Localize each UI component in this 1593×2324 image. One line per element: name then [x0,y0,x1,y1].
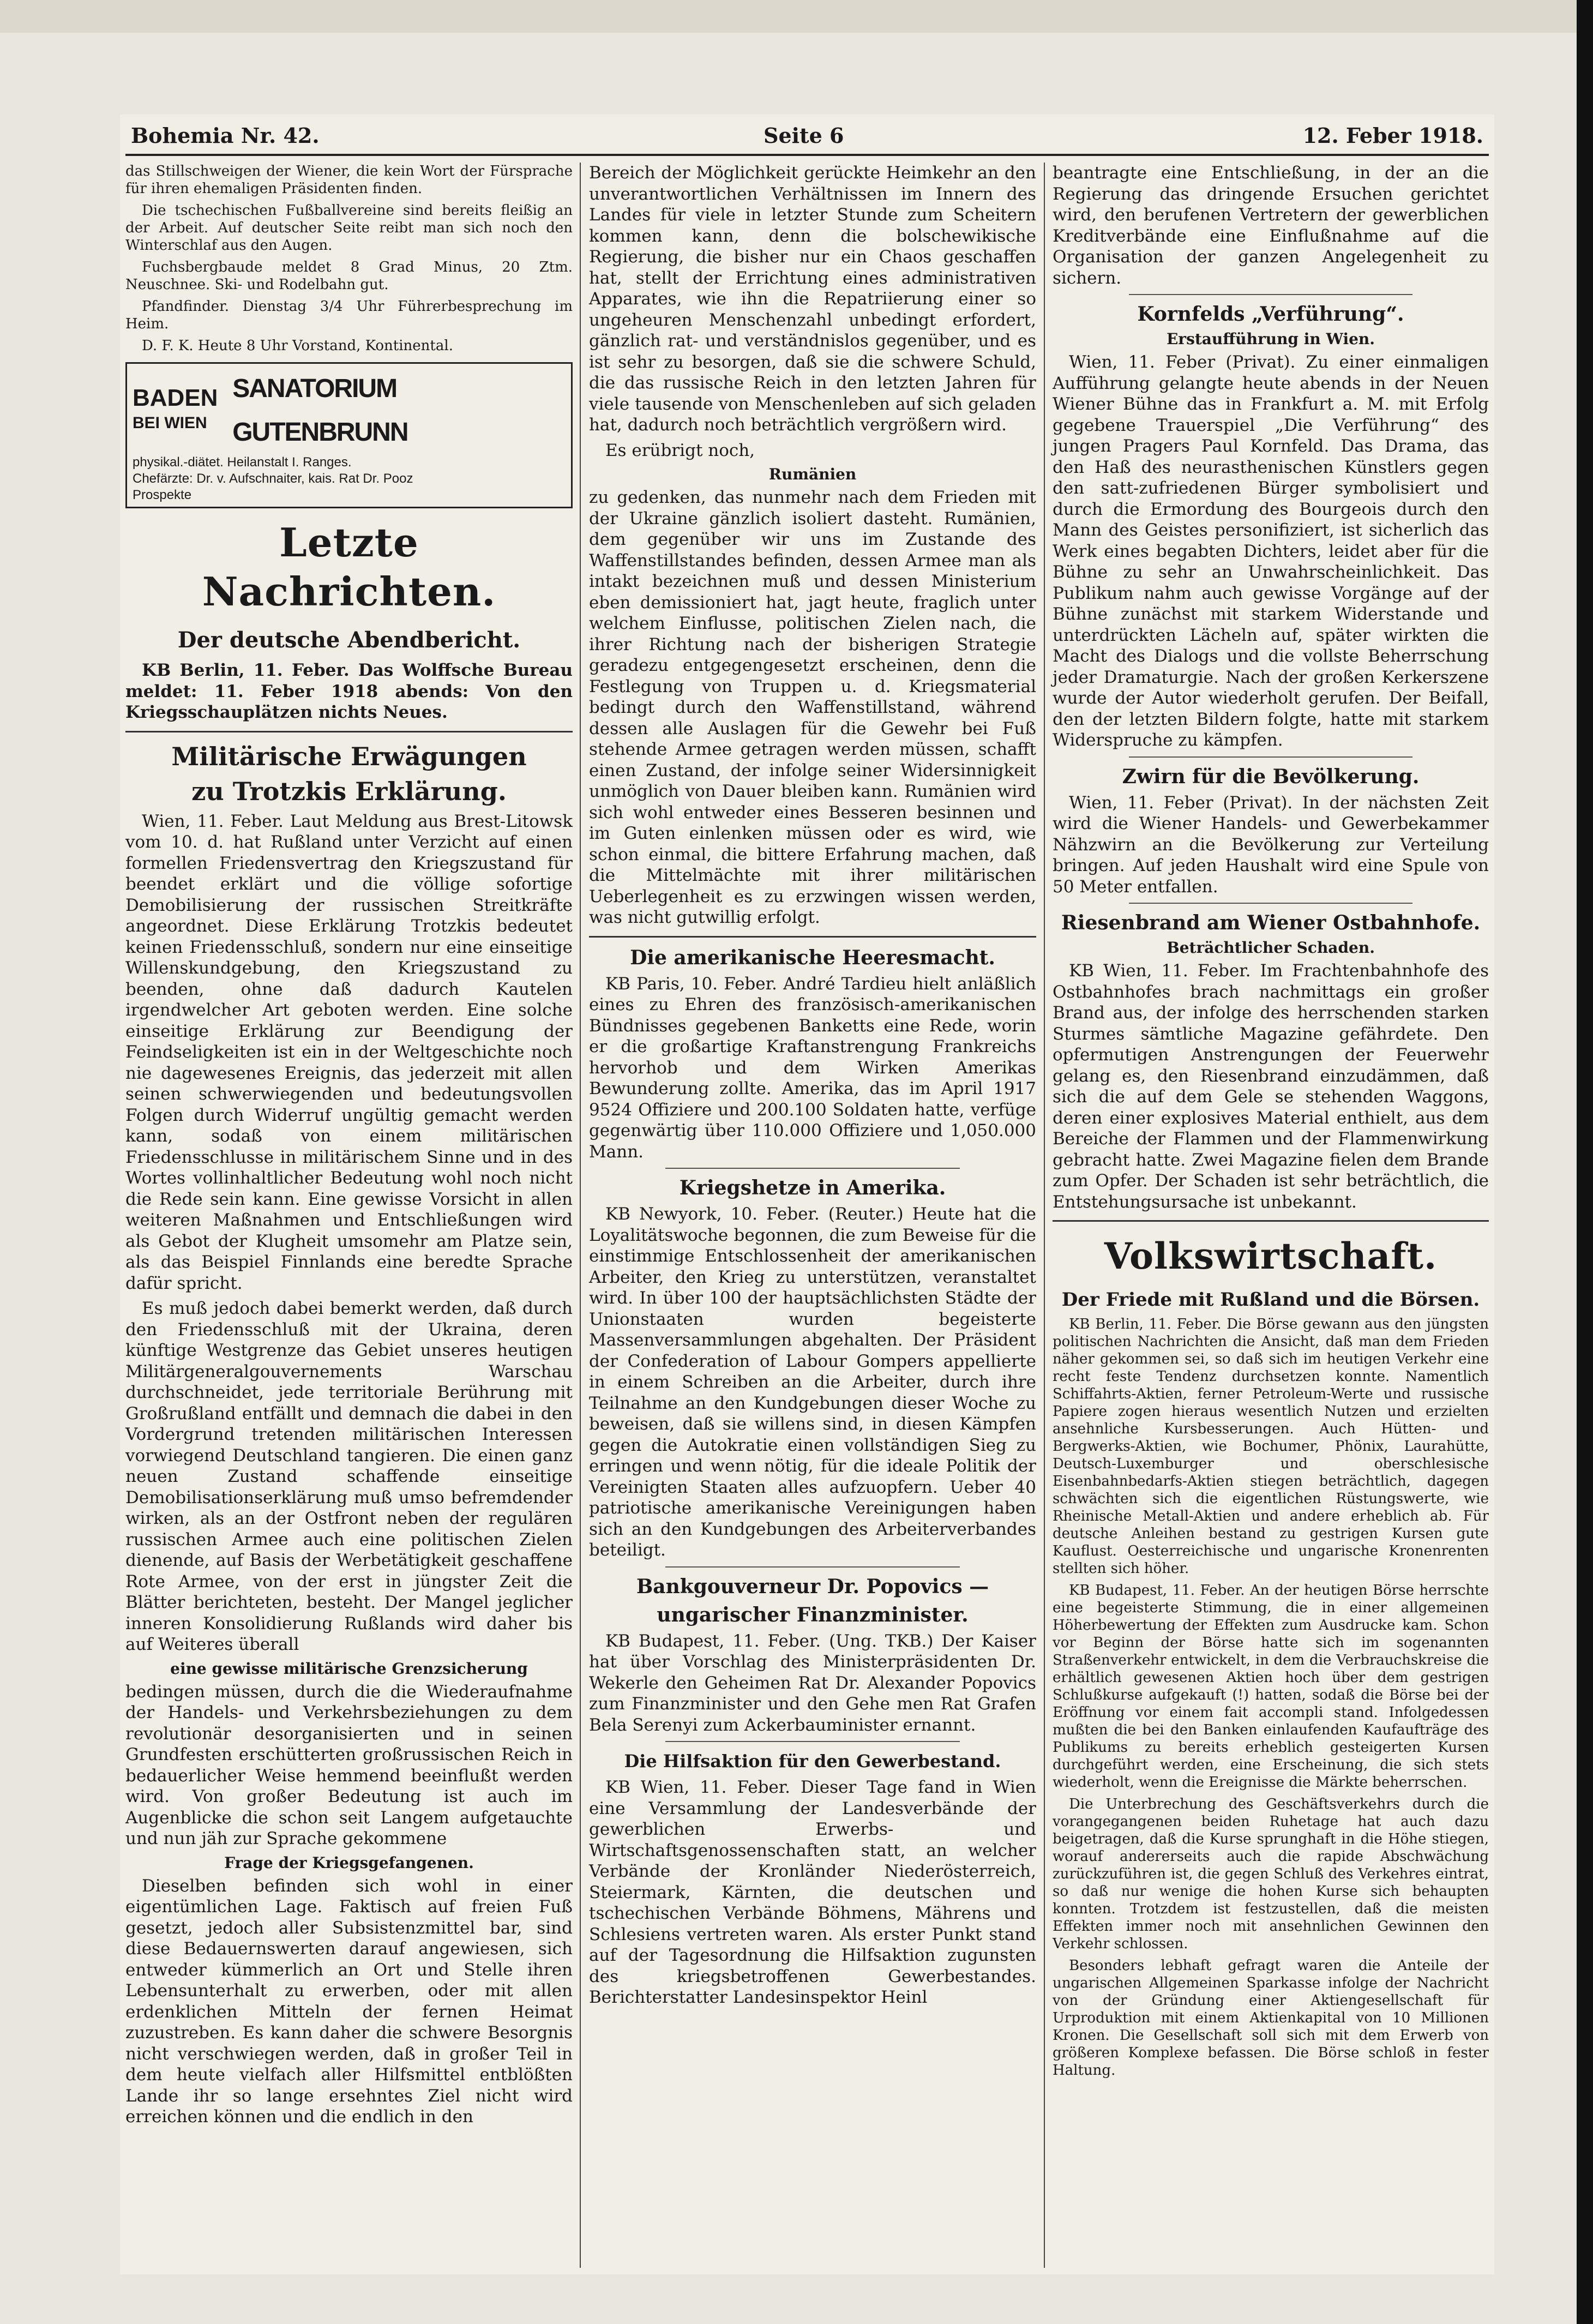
article-headline: Bankgouverneur Dr. Popovics — [636,1575,989,1598]
column-3 [1053,163,1489,2083]
article-headline: Kornfelds „Verführung“. [1137,303,1404,326]
sport-item: das Stillschweigen der Wiener, die kein Wort der Fürsprache für ihren ehemaligen Präsidenten finden. [125,163,573,197]
article-paragraph: Besonders lebhaft gefragt waren die Anteile der ungarischen Allgemeinen Sparkasse infolge der Nachricht von der Gründung einer Aktiengesellschaft für Urproduktion mit einem Aktienkapital von 10 Millionen Kronen. Die Gesellschaft soll sich mit dem Erwerb von größeren Komplexe befassen. Die Börse schloß in fester Haltung. [1053,1957,1489,2079]
column-1 [125,163,573,2132]
article-headline: Der Friede mit Rußland und die Börsen. [1061,1289,1480,1311]
article-paragraph: Dieselben befinden sich wohl in einer eigentümlichen Lage. Faktisch auf freien Fuß gesetzt, jedoch aller Subsistenzmittel bar, sind diese Bedauernswerten darauf angewiesen, sich entweder kümmerlich an Ort und Stelle ihren Lebensunterhalt zu erwerben, oder mit allen erdenklichen Mitteln der fernen Heimat zuzustreben. Es kann daher die schwere Besorgnis nicht verschwiegen werden, daß in großer Teil in dem heute vielfach aller Hilfsmittel entblößten Lande ihr so lange ersehntes Ziel nicht wird erreichen können und die endlich in den [125,1876,573,2127]
ad-doctors: Chefärzte: Dr. v. Aufschnaiter, kais. Rat Dr. Pooz [133,471,413,486]
article-paragraph: Wien, 11. Feber. Laut Meldung aus Brest-Litowsk vom 10. d. hat Rußland unter Verzicht auf einen formellen Friedensvertrag den Kriegszustand für beendet erklärt und die völlige sofortige Demobilisierung der russischen Streitkräfte angeordnet. Diese Erklärung Trotzkis bedeutet keinen Friedensschluß, sondern nur eine einseitige Willenskundgebung, den Kriegszustand zu beenden, ohne daß dadurch Kautelen irgendwelcher Art geboten werden. Eine solche einseitige Erklärung zur Beendigung der Feindseligkeiten ist ein in der Weltgeschichte noch nie dagewesenes Ereignis, das jederzeit mit allen seinen schwerwiegenden und bedeutungsvollen Folgen durch Widerruf ungültig gemacht werden kann, sodaß von einem militärischen Friedensschlusse in militärischem Sinne und in des Wortes vollinhaltlicher Bedeutung wohl noch nicht die Rede sein kann. Eine gewisse Vorsicht in allen weiteren Maßnahmen und Entschließungen wird als Gebot der Klugheit umsomehr am Platze sein, als das Beispiel Finnlands eine beredte Sprache dafür spricht. [125,811,573,1293]
article-headline: Militärische Erwägungen [171,741,527,771]
article-paragraph: Es muß jedoch dabei bemerkt werden, daß durch den Friedensschluß mit der Ukraina, deren künftige Westgrenze das Gebiet unseres heutigen Militärgeneralgouvernements Warschau durchschneidet, jede territoriale Berührung mit Großrußland entfällt und demnach die dabei in den Vordergrund tretenden militärischen Interessen vorwiegend Deutschland tangieren. Die einen ganz neuen Zustand schaffende einseitige Demobilisationserklärung muß umso befremdender wirken, als an der Ostfront neben der regulären russischen Armee auch eine politischen Zielen dienende, auf Basis der Werbetätigkeit geschaffene Rote Armee, von der erst in jüngster Zeit die Blätter berichteten, besteht. Der Mangel jeglicher inneren Konsolidierung Rußlands wird daher bis auf Weiteres überall [125,1299,573,1654]
divider [1129,294,1412,295]
article-paragraph: bedingen müssen, durch die die Wiederaufnahme der Handels- und Verkehrsbeziehungen zu dem revolutionär desorganisierten und in seinen Grundfesten erschütterten großrussischen Reich in bedauerlicher Weise hemmend beeinflußt werden wird. Von großer Bedeutung ist auch im Augenblicke die schon seit Langem aufgetauchte und nun jäh zur Sprache gekommene [125,1682,573,1848]
ad-location-city: BADEN [133,385,218,411]
article-subheading: Frage der Kriegsgefangenen. [224,1853,474,1872]
article-headline: Zwirn für die Bevölkerung. [1122,765,1420,788]
ad-location [133,386,232,436]
article-paragraph: KB Budapest, 11. Feber. (Ung. TKB.) Der Kaiser hat über Vorschlag des Ministerpräsidenten Dr. Wekerle den Geheimen Rat Dr. Alexander Popovics zum Finanzminister und den Gehe men Rat Grafen Bela Serenyi zum Ackerbauminister ernannt. [589,1631,1036,1735]
ad-sanatorium-name: SANATORIUM GUTENBRUNN [232,374,408,447]
article-paragraph: KB Budapest, 11. Feber. An der heutigen Börse herrschte eine begeisterte Stimmung, die in einer allgemeinen Höherbewertung der Effekten zum Ausdrucke kam. Schon vor Beginn der Börse hatte sich im sogenannten Straßenverkehr entwickelt, in dem die Verbrauchskreise die erhältlich gewesenen Aktien hoch über dem gestrigen Schlußkurse aufgekauft (!) hatten, sodaß die Börse bei der Eröffnung vor einem fait accompli stand. Infolgedessen mußten die bei den Banken einlaufenden Kaufaufträge des Publikums zu bereits erheblich gesteigerten Kursen durchgeführt werden, eine Erscheinung, die sich stets wiederholt, wenn die Ereignisse die Märkte beherrschen. [1053,1582,1489,1791]
article-paragraph: beantragte eine Entschließung, in der an die Regierung das dringende Ersuchen gerichtet wird, den berufenen Vertretern der gewerblichen Kreditverbände eine Einflußnahme auf die Organisation der ganzen Angelegenheit zu sichern. [1053,163,1489,288]
divider [589,936,1036,938]
column-rule [1044,163,1045,2268]
column-rule [580,163,581,2268]
sport-item: Fuchsbergbaude meldet 8 Grad Minus, 20 Ztm. Neuschnee. Ski- und Rodelbahn gut. [125,259,573,293]
article-paragraph: KB Wien, 11. Feber. Dieser Tage fand in Wien eine Versammlung der Landesverbände der gewerblichen Erwerbs- und Wirtschaftsgenossenschaften statt, an welcher Verbände der Kronländer Niederösterreich, Steiermark, Kärnten, die deutschen und tschechischen Verbände Böhmens, Mährens und Schlesiens vertreten waren. Als erster Punkt stand auf der Tagesordnung die Hilfsaktion zugunsten des kriegsbetroffenen Gewerbestandes. Berichterstatter Landesinspektor Heinl [589,1777,1036,2007]
article-paragraph: Bereich der Möglichkeit gerückte Heimkehr an den unverantwortlichen Verhältnissen im Innern des Landes für viele in letzter Stunde zum Scheitern kommen kann, denn die bolschewikische Regierung, die bisher nur ein Chaos geschaffen hat, stellt der Errichtung eines administrativen Apparates, wie ihn die Repatriierung einer so ungeheuren Menschenzahl unbedingt erfordert, gänzlich rat- und verständnislos gegenüber, und es ist sehr zu besorgen, daß sie die schwere Schuld, die das russische Reich in den letzten Jahren für viele tausende von Menschenleben auf sich geladen hat, dadurch noch beträchtlich vergrößern wird. [589,163,1036,435]
article-paragraph: KB Newyork, 10. Feber. (Reuter.) Heute hat die Loyalitätswoche begonnen, die zum Beweise für die einstimmige Entschlossenheit der amerikanischen Arbeiter, den Krieg zu unterstützen, veranstaltet wird. In über 100 der hauptsächlichsten Städte der Unionstaaten wurden begeisterte Massenversammlungen abgehalten. Der Präsident der Confederation of Labour Gompers appellierte in einem Schreiben an die Arbeiter, durch ihre Teilnahme an den Kundgebungen dieser Woche zu beweisen, daß sie willens sind, in diesen Kämpfen gegen die Autokratie einen vollständigen Sieg zu erringen und wenn nötig, für die ideale Politik der Vereinigten Staaten alles aufzuopfern. Ueber 40 patriotische amerikanische Vereinigungen haben sich an den Kundgebungen des Arbeiterverbandes beteiligt. [589,1204,1036,1560]
article-headline: Kriegshetze in Amerika. [679,1176,946,1199]
scan-spine [1577,0,1593,2324]
divider [125,731,573,732]
divider [1129,903,1412,904]
article-headline: Riesenbrand am Wiener Ostbahnhofe. [1061,911,1481,934]
section-title-latest-news: Letzte Nachrichten. [202,519,496,615]
scan-top-edge [0,0,1577,33]
article-headline: zu Trotzkis Erklärung. [191,776,507,806]
article-subheading: eine gewisse militärische Grenzsicherung [170,1659,528,1678]
article-paragraph: KB Wien, 11. Feber. Im Frachtenbahnhofe des Ostbahnhofes brach nachmittags ein großer Brand aus, der infolge des herrschenden starken Sturmes sämtliche Magazine gefährdete. Den opfermutigen Anstrengungen der Feuerwehr gelang es, den Riesenbrand einzudämmen, daß sich die auf dem Gele se stehenden Waggons, deren einer explosives Material enthielt, aus dem Bereiche der Flammen und der Flammenwirkung gebracht hatte. Zwei Magazine fielen dem Brande zum Opfer. Der Schaden ist sehr beträchtlich, die Entstehungsursache ist unbekannt. [1053,961,1489,1212]
column-2 [589,163,1036,2013]
sport-item: Pfandfinder. Dienstag 3/4 Uhr Führerbesprechung im Heim. [125,298,573,332]
article-headline: Der deutsche Abendbericht. [177,627,521,653]
article-paragraph: Die Unterbrechung des Geschäftsverkehrs durch die vorangegangenen beiden Ruhetage hat auch dazu beigetragen, daß die Kurse sprunghaft in die Höhe stiegen, worauf andererseits auch die rapide Abschwächung zurückzuführen ist, die gegen Schluß des Verkehres eintrat, so daß nur wenige die hohen Kurse sich behaupten konnten. Trotzdem ist festzustellen, daß die meisten Effekten immer noch mit ansehnlichen Gewinnen den Verkehr schlossen. [1053,1796,1489,1952]
page-header [120,123,1494,156]
ad-location-region: BEI WIEN [133,414,207,432]
article-subheading: Beträchtlicher Schaden. [1167,939,1375,957]
article-paragraph: Wien, 11. Feber (Privat). In der nächsten Zeit wird die Wiener Handels- und Gewerbekammer Nähzwirn an die Bevölkerung zur Verteilung bringen. Auf jeden Haushalt wird eine Spule von 50 Meter entfallen. [1053,792,1489,897]
section-title-economy: Volkswirtschaft. [1104,1235,1438,1277]
divider [1053,1220,1489,1222]
header-rule [125,154,1489,156]
article-subheading: Erstaufführung in Wien. [1166,330,1375,348]
header-page-number: Seite 6 [764,123,844,148]
ad-description: physikal.-diätet. Heilanstalt I. Ranges. [133,455,352,470]
sport-item: Die tschechischen Fußballvereine sind bereits fleißig an der Arbeit. Auf deutscher Seite reibt man sich noch den Winterschlaf aus den Augen. [125,202,573,254]
sport-item: D. F. K. Heute 8 Uhr Vorstand, Kontinental. [142,338,453,354]
newspaper-page [120,115,1494,2274]
article-paragraph: Es erübrigt noch, [605,440,755,460]
article-paragraph: Wien, 11. Feber (Privat). Zu einer einmaligen Aufführung gelangte heute abends in der Neuen Wiener Bühne das in Frankfurt a. M. mit Erfolg gegebene Trauerspiel „Die Verführung“ des jungen Pragers Paul Kornfeld. Das Drama, das den Haß des neurasthenischen Künstlers gegen den satt-zufriedenen Bürger symbolisiert und durch die Ermordung des Bourgeois durch den Mann des Geistes personifiziert, ist sicherlich das Werk eines begabten Dichters, leidet aber für die Bühne zu sehr an Unwahrscheinlichkeit. Das Publikum nahm auch gewisse Vorgänge auf der Bühne zunächst mit starkem Widerstande und unterdrückten Lächeln auf, später wirkten die Macht des Dialogs und die vollste Beherrschung jeder Dramaturgie. Nach der großen Kerkerszene wurde der Autor wiederholt gerufen. Der Beifall, den der letzten Bildern folgte, hatte mit starkem Widerspruche zu kämpfen. [1053,352,1489,750]
article-headline: Die amerikanische Heeresmacht. [630,946,995,969]
article-headline: Die Hilfsaktion für den Gewerbestand. [624,1751,1001,1771]
ad-prospectus: Prospekte [133,488,192,502]
article-subheading: Rumänien [768,465,857,483]
article-text: KB Berlin, 11. Feber. Das Wolffsche Bureau meldet: 11. Feber 1918 abends: Von den Kriegsschauplätzen nichts Neues. [125,660,573,722]
header-paper-number: Bohemia Nr. 42. [131,123,320,148]
article-paragraph: zu gedenken, das nunmehr nach dem Frieden mit der Ukraine gänzlich isoliert dasteht. Rumänien, dem gegenüber wir uns im Zustande des Waffenstillstandes befinden, dessen Armee man als intakt bezeichnen muß und dessen Ministerium eben demissioniert hat, jagt heute, fraglich unter welchem Einflusse, politischen Zielen nach, die ihrer Richtung nach der bisherigen Strategie geradezu entgegengesetzt erscheinen, denn die Festlegung von Truppen u. d. Kriegsmaterial bedingt durch den Waffenstillstand, während dessen alle Auslagen für die Gewehr bei Fuß stehende Armee getragen werden müssen, schafft einen Zustand, der infolge seiner Widersinnigkeit unmöglich von Dauer bleiben kann. Rumänien wird sich wohl entweder eines Besseren besinnen und im Guten einlenken müssen oder es wird, wie schon einmal, die bittere Erfahrung machen, daß die Mittelmächte mit ihrer militärischen Ueberlegenheit es zu erzwingen wissen werden, was nicht gutwillig erfolgt. [589,488,1036,927]
divider [1129,756,1412,758]
divider [665,1168,960,1169]
article-paragraph: KB Berlin, 11. Feber. Die Börse gewann aus den jüngsten politischen Nachrichten die Ansicht, daß man dem Frieden näher gekommen sei, so daß sich im heutigen Verkehr eine recht feste Tendenz durchsetzen konnte. Namentlich Schiffahrts-Aktien, ferner Petroleum-Werte und russische Papiere zogen hieraus wesentlich Nutzen und erzielten ansehnliche Kursbesserungen. Auch Hütten- und Bergwerks-Aktien, wie Bochumer, Phönix, Laurahütte, Deutsch-Luxemburger und oberschlesische Eisenbahnbedarfs-Aktien stiegen beträchtlich, dagegen schwächten sich die eigentlichen Rüstungswerte, wie Rheinische Metall-Aktien und andere erheblich ab. Für deutsche Anleihen bestand zu gestrigen Kursen gute Kauflust. Oesterreichische und ungarische Kronenrenten stellten sich höher. [1053,1316,1489,1577]
article-paragraph: KB Paris, 10. Feber. André Tardieu hielt anläßlich eines zu Ehren des französisch-amerikanischen Bündnisses gegebenen Banketts eine Rede, worin er die großartige Kraftanstrengung Frankreichs hervorhob und dem Wirken Amerikas Bewunderung zollte. Amerika, das im April 1917 9524 Offiziere und 200.100 Soldaten hatte, verfüge gegenwärtig über 110.000 Offiziere und 1,050.000 Mann. [589,974,1036,1162]
sanatorium-ad [125,362,573,508]
divider [665,1566,960,1568]
header-date: 12. Feber 1918. [1302,123,1483,148]
divider [665,1741,960,1742]
article-headline: ungarischer Finanzminister. [657,1603,969,1626]
